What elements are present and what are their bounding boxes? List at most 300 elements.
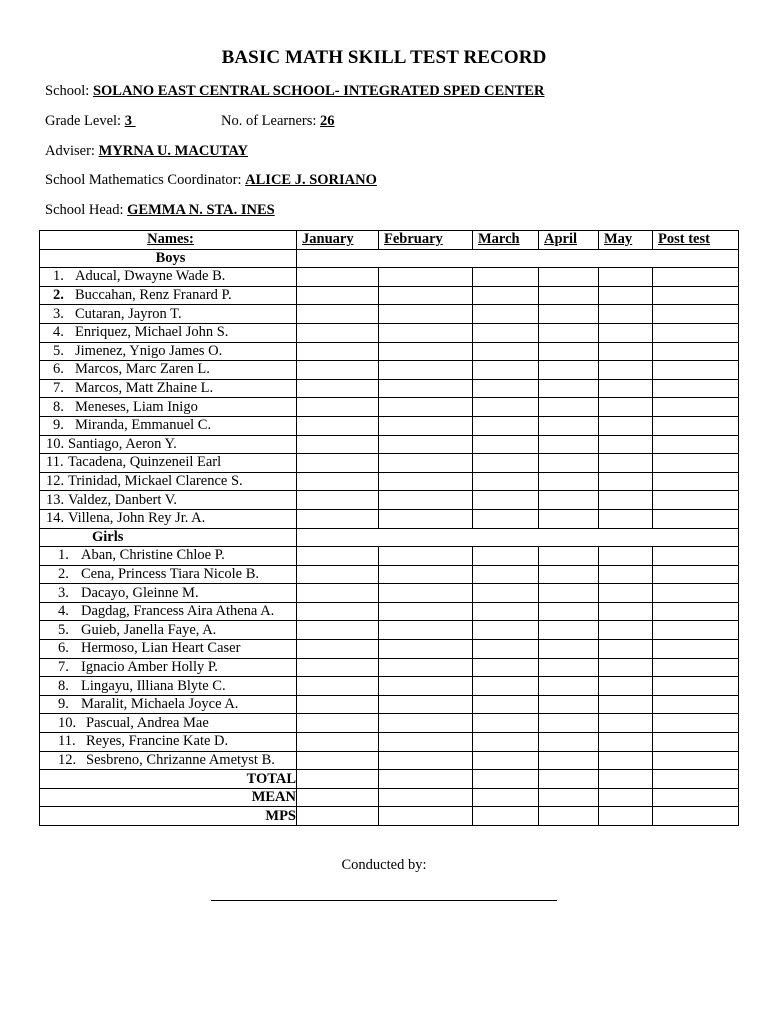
student-number: 7. <box>53 380 64 397</box>
mean-score-cell <box>539 788 599 807</box>
girls-score-cell <box>379 658 473 677</box>
boys-score-cell <box>599 361 653 380</box>
boys-score-cell <box>379 361 473 380</box>
girls-score-cell <box>653 640 739 659</box>
boys-score-cell <box>297 435 379 454</box>
header-post-test: Post test <box>653 231 739 250</box>
girls-score-cell <box>473 677 539 696</box>
girls-student-name-cell <box>40 733 297 752</box>
school-label: School: <box>45 83 90 99</box>
student-number: 9. <box>53 417 64 434</box>
girls-student-name-cell <box>40 584 297 603</box>
header-april: April <box>539 231 599 250</box>
girls-score-cell <box>539 695 599 714</box>
boys-score-cell <box>653 286 739 305</box>
student-name: Trinidad, Mickael Clarence S. <box>68 473 243 490</box>
girls-score-cell <box>539 602 599 621</box>
boys-student-name-cell <box>40 323 297 342</box>
girls-score-cell <box>297 547 379 566</box>
mps-score-cell <box>379 807 473 826</box>
boys-student-row <box>40 342 739 361</box>
girls-score-cell <box>539 733 599 752</box>
girls-student-row <box>40 584 739 603</box>
boys-score-cell <box>473 454 539 473</box>
boys-student-row <box>40 323 739 342</box>
boys-score-cell <box>379 305 473 324</box>
boys-score-cell <box>599 416 653 435</box>
boys-student-row <box>40 398 739 417</box>
girls-score-cell <box>653 584 739 603</box>
girls-student-name-cell <box>40 714 297 733</box>
learners-label: No. of Learners: <box>221 113 317 129</box>
girls-score-cell <box>653 658 739 677</box>
header-march: March <box>473 231 539 250</box>
mean-score-cell <box>473 788 539 807</box>
girls-score-cell <box>297 602 379 621</box>
coordinator-line <box>45 172 377 189</box>
girls-score-cell <box>599 695 653 714</box>
boys-score-cell <box>539 286 599 305</box>
girls-score-cell <box>473 695 539 714</box>
boys-student-name-cell <box>40 305 297 324</box>
boys-score-cell <box>379 323 473 342</box>
girls-score-cell <box>379 621 473 640</box>
student-number: 2. <box>53 287 64 304</box>
school-head-line <box>45 202 275 219</box>
student-number: 8. <box>53 398 64 415</box>
girls-student-name-cell <box>40 565 297 584</box>
mean-score-cell <box>297 788 379 807</box>
boys-score-cell <box>539 361 599 380</box>
student-number: 5. <box>58 621 69 638</box>
girls-score-cell <box>653 714 739 733</box>
total-score-cell <box>473 770 539 789</box>
boys-score-cell <box>473 379 539 398</box>
student-number: 1. <box>53 268 64 285</box>
boys-score-cell <box>539 416 599 435</box>
girls-score-cell <box>599 677 653 696</box>
boys-score-cell <box>539 454 599 473</box>
boys-score-cell <box>473 323 539 342</box>
girls-score-cell <box>539 751 599 770</box>
girls-student-row <box>40 602 739 621</box>
girls-score-cell <box>379 584 473 603</box>
boys-score-cell <box>599 509 653 528</box>
girls-section-blank <box>297 528 739 547</box>
student-number: 3. <box>58 584 69 601</box>
student-number: 6. <box>53 361 64 378</box>
girls-score-cell <box>599 714 653 733</box>
girls-score-cell <box>297 658 379 677</box>
student-name: Villena, John Rey Jr. A. <box>68 510 206 527</box>
boys-score-cell <box>297 342 379 361</box>
girls-student-name-cell <box>40 640 297 659</box>
boys-score-cell <box>473 305 539 324</box>
boys-score-cell <box>379 416 473 435</box>
boys-section-blank <box>297 249 739 268</box>
boys-score-cell <box>379 268 473 287</box>
student-number: 14. <box>46 510 65 527</box>
boys-score-cell <box>297 268 379 287</box>
girls-score-cell <box>379 565 473 584</box>
girls-score-cell <box>473 547 539 566</box>
girls-score-cell <box>539 640 599 659</box>
student-name: Jimenez, Ynigo James O. <box>75 342 223 359</box>
boys-score-cell <box>473 472 539 491</box>
student-number: 11. <box>46 454 64 471</box>
girls-score-cell <box>297 714 379 733</box>
boys-score-cell <box>653 472 739 491</box>
header-names: Names: <box>40 231 297 250</box>
mps-score-cell <box>599 807 653 826</box>
girls-student-name-cell <box>40 547 297 566</box>
boys-student-name-cell <box>40 361 297 380</box>
boys-score-cell <box>539 305 599 324</box>
learners-line <box>221 113 335 130</box>
header-february: February <box>379 231 473 250</box>
boys-score-cell <box>539 435 599 454</box>
student-name: Valdez, Danbert V. <box>68 491 177 508</box>
boys-student-row <box>40 361 739 380</box>
boys-student-name-cell <box>40 268 297 287</box>
student-number: 13. <box>46 491 65 508</box>
boys-score-cell <box>539 491 599 510</box>
student-number: 3. <box>53 305 64 322</box>
boys-score-cell <box>297 472 379 491</box>
girls-score-cell <box>379 677 473 696</box>
boys-score-cell <box>653 398 739 417</box>
girls-student-name-cell <box>40 677 297 696</box>
student-name: Marcos, Marc Zaren L. <box>75 361 210 378</box>
boys-score-cell <box>599 398 653 417</box>
girls-student-row <box>40 640 739 659</box>
student-number: 7. <box>58 658 69 675</box>
boys-score-cell <box>653 323 739 342</box>
student-name: Hermoso, Lian Heart Caser <box>81 640 241 657</box>
girls-score-cell <box>599 658 653 677</box>
conducted-by-label: Conducted by: <box>341 857 427 873</box>
girls-score-cell <box>653 621 739 640</box>
student-name: Aban, Christine Chloe P. <box>81 547 225 564</box>
student-name: Marcos, Matt Zhaine L. <box>75 380 214 397</box>
girls-score-cell <box>653 677 739 696</box>
boys-score-cell <box>539 379 599 398</box>
girls-student-name-cell <box>40 751 297 770</box>
boys-student-name-cell <box>40 454 297 473</box>
boys-score-cell <box>473 286 539 305</box>
boys-score-cell <box>473 416 539 435</box>
girls-score-cell <box>653 733 739 752</box>
girls-score-cell <box>599 621 653 640</box>
boys-score-cell <box>599 472 653 491</box>
girls-score-cell <box>539 714 599 733</box>
girls-score-cell <box>599 584 653 603</box>
coordinator-value: ALICE J. SORIANO <box>245 172 377 188</box>
girls-score-cell <box>539 584 599 603</box>
boys-student-row <box>40 435 739 454</box>
girls-score-cell <box>653 547 739 566</box>
girls-score-cell <box>473 621 539 640</box>
boys-section-row <box>40 249 739 268</box>
boys-score-cell <box>653 509 739 528</box>
student-number: 4. <box>53 324 64 341</box>
student-name: Sesbreno, Chrizanne Ametyst B. <box>86 751 275 768</box>
student-number: 12. <box>46 473 65 490</box>
girls-score-cell <box>297 751 379 770</box>
student-number: 5. <box>53 342 64 359</box>
boys-score-cell <box>297 416 379 435</box>
mean-score-cell <box>379 788 473 807</box>
boys-score-cell <box>473 435 539 454</box>
girls-score-cell <box>297 584 379 603</box>
grade-level-line <box>45 113 136 130</box>
boys-score-cell <box>599 454 653 473</box>
boys-score-cell <box>379 454 473 473</box>
school-head-value: GEMMA N. STA. INES <box>127 202 275 218</box>
boys-score-cell <box>539 268 599 287</box>
girls-student-row <box>40 621 739 640</box>
boys-score-cell <box>653 268 739 287</box>
boys-student-name-cell <box>40 509 297 528</box>
adviser-value: MYRNA U. MACUTAY <box>98 143 248 159</box>
boys-score-cell <box>473 398 539 417</box>
girls-score-cell <box>297 695 379 714</box>
girls-student-row <box>40 547 739 566</box>
school-head-label: School Head: <box>45 202 124 218</box>
girls-score-cell <box>473 602 539 621</box>
boys-score-cell <box>599 491 653 510</box>
mean-row <box>40 788 739 807</box>
total-score-cell <box>379 770 473 789</box>
girls-score-cell <box>599 751 653 770</box>
student-name: Santiago, Aeron Y. <box>68 435 177 452</box>
boys-student-row <box>40 491 739 510</box>
girls-score-cell <box>379 714 473 733</box>
girls-label: Girls <box>40 528 297 547</box>
girls-score-cell <box>473 640 539 659</box>
boys-score-cell <box>379 435 473 454</box>
boys-score-cell <box>297 305 379 324</box>
student-number: 4. <box>58 603 69 620</box>
test-record-table <box>39 230 739 826</box>
boys-student-name-cell <box>40 286 297 305</box>
page-title: BASIC MATH SKILL TEST RECORD <box>221 47 547 68</box>
girls-student-row <box>40 677 739 696</box>
girls-score-cell <box>653 565 739 584</box>
girls-score-cell <box>539 621 599 640</box>
student-name: Dagdag, Francess Aira Athena A. <box>81 603 275 620</box>
boys-score-cell <box>297 491 379 510</box>
mean-score-cell <box>599 788 653 807</box>
boys-score-cell <box>473 342 539 361</box>
girls-student-name-cell <box>40 658 297 677</box>
boys-student-name-cell <box>40 491 297 510</box>
total-label: TOTAL <box>40 770 297 789</box>
girls-score-cell <box>297 621 379 640</box>
signature-line <box>211 900 557 901</box>
boys-student-row <box>40 268 739 287</box>
girls-score-cell <box>473 714 539 733</box>
student-name: Buccahan, Renz Franard P. <box>75 287 232 304</box>
student-name: Miranda, Emmanuel C. <box>75 417 212 434</box>
boys-student-name-cell <box>40 398 297 417</box>
boys-score-cell <box>653 454 739 473</box>
girls-score-cell <box>599 602 653 621</box>
mean-label: MEAN <box>40 788 297 807</box>
girls-score-cell <box>599 565 653 584</box>
boys-score-cell <box>379 342 473 361</box>
girls-score-cell <box>653 602 739 621</box>
boys-score-cell <box>599 323 653 342</box>
girls-score-cell <box>379 751 473 770</box>
girls-score-cell <box>599 547 653 566</box>
header-january: January <box>297 231 379 250</box>
header-row <box>40 231 739 250</box>
coordinator-label: School Mathematics Coordinator: <box>45 172 242 188</box>
boys-score-cell <box>599 268 653 287</box>
student-number: 9. <box>58 696 69 713</box>
boys-student-row <box>40 305 739 324</box>
student-name: Cena, Princess Tiara Nicole B. <box>81 565 260 582</box>
girls-score-cell <box>379 733 473 752</box>
school-value: SOLANO EAST CENTRAL SCHOOL- INTEGRATED SPED CENTER <box>92 83 545 99</box>
boys-score-cell <box>653 416 739 435</box>
boys-label: Boys <box>40 249 297 268</box>
mps-score-cell <box>653 807 739 826</box>
student-name: Dacayo, Gleinne M. <box>81 584 199 601</box>
grade-level-label: Grade Level: <box>45 113 122 129</box>
student-name: Maralit, Michaela Joyce A. <box>81 696 239 713</box>
boys-score-cell <box>539 323 599 342</box>
boys-score-cell <box>539 472 599 491</box>
girls-student-row <box>40 695 739 714</box>
boys-score-cell <box>599 342 653 361</box>
boys-score-cell <box>539 342 599 361</box>
girls-score-cell <box>379 695 473 714</box>
boys-score-cell <box>297 398 379 417</box>
girls-score-cell <box>653 751 739 770</box>
boys-score-cell <box>653 435 739 454</box>
boys-score-cell <box>539 398 599 417</box>
girls-student-name-cell <box>40 695 297 714</box>
boys-student-row <box>40 416 739 435</box>
adviser-label: Adviser: <box>45 143 95 159</box>
boys-student-name-cell <box>40 416 297 435</box>
boys-score-cell <box>379 509 473 528</box>
total-row <box>40 770 739 789</box>
student-name: Enriquez, Michael John S. <box>75 324 229 341</box>
school-line <box>45 83 544 100</box>
student-name: Ignacio Amber Holly P. <box>81 658 218 675</box>
boys-score-cell <box>297 286 379 305</box>
mean-score-cell <box>653 788 739 807</box>
boys-score-cell <box>297 454 379 473</box>
learners-value: 26 <box>320 113 335 129</box>
boys-score-cell <box>379 379 473 398</box>
boys-score-cell <box>379 398 473 417</box>
boys-student-row <box>40 509 739 528</box>
student-number: 1. <box>58 547 69 564</box>
header-may: May <box>599 231 653 250</box>
student-name: Tacadena, Quinzeneil Earl <box>68 454 222 471</box>
girls-student-row <box>40 751 739 770</box>
boys-score-cell <box>379 472 473 491</box>
student-name: Lingayu, Illiana Blyte C. <box>81 677 226 694</box>
student-number: 10. <box>46 435 65 452</box>
mps-score-cell <box>539 807 599 826</box>
boys-score-cell <box>473 268 539 287</box>
mps-score-cell <box>473 807 539 826</box>
student-name: Pascual, Andrea Mae <box>86 714 209 731</box>
boys-score-cell <box>653 342 739 361</box>
girls-student-row <box>40 714 739 733</box>
boys-student-name-cell <box>40 342 297 361</box>
boys-score-cell <box>473 509 539 528</box>
boys-score-cell <box>653 491 739 510</box>
student-name: Meneses, Liam Inigo <box>75 398 198 415</box>
mps-row <box>40 807 739 826</box>
student-number: 11. <box>58 733 76 750</box>
boys-score-cell <box>653 305 739 324</box>
student-number: 8. <box>58 677 69 694</box>
boys-score-cell <box>297 361 379 380</box>
girls-score-cell <box>653 695 739 714</box>
boys-student-row <box>40 472 739 491</box>
boys-score-cell <box>653 379 739 398</box>
boys-score-cell <box>379 286 473 305</box>
student-name: Reyes, Francine Kate D. <box>86 733 229 750</box>
girls-student-row <box>40 658 739 677</box>
boys-score-cell <box>473 491 539 510</box>
boys-score-cell <box>379 491 473 510</box>
boys-score-cell <box>297 323 379 342</box>
girls-score-cell <box>379 602 473 621</box>
mps-score-cell <box>297 807 379 826</box>
boys-score-cell <box>599 286 653 305</box>
girls-section-row <box>40 528 739 547</box>
boys-score-cell <box>473 361 539 380</box>
student-name: Cutaran, Jayron T. <box>75 305 182 322</box>
boys-score-cell <box>297 509 379 528</box>
girls-score-cell <box>473 658 539 677</box>
total-score-cell <box>599 770 653 789</box>
total-score-cell <box>297 770 379 789</box>
student-name: Aducal, Dwayne Wade B. <box>75 268 226 285</box>
boys-score-cell <box>653 361 739 380</box>
girls-score-cell <box>297 640 379 659</box>
girls-student-name-cell <box>40 621 297 640</box>
student-name: Guieb, Janella Faye, A. <box>81 621 217 638</box>
total-score-cell <box>539 770 599 789</box>
boys-score-cell <box>599 305 653 324</box>
boys-score-cell <box>539 509 599 528</box>
girls-score-cell <box>539 547 599 566</box>
girls-score-cell <box>539 677 599 696</box>
mps-label: MPS <box>40 807 297 826</box>
girls-student-name-cell <box>40 602 297 621</box>
student-number: 10. <box>58 714 77 731</box>
girls-score-cell <box>297 733 379 752</box>
total-score-cell <box>653 770 739 789</box>
girls-score-cell <box>473 584 539 603</box>
adviser-line <box>45 143 248 160</box>
boys-score-cell <box>599 379 653 398</box>
girls-score-cell <box>379 640 473 659</box>
girls-student-row <box>40 565 739 584</box>
boys-student-row <box>40 379 739 398</box>
student-number: 2. <box>58 565 69 582</box>
girls-score-cell <box>599 733 653 752</box>
